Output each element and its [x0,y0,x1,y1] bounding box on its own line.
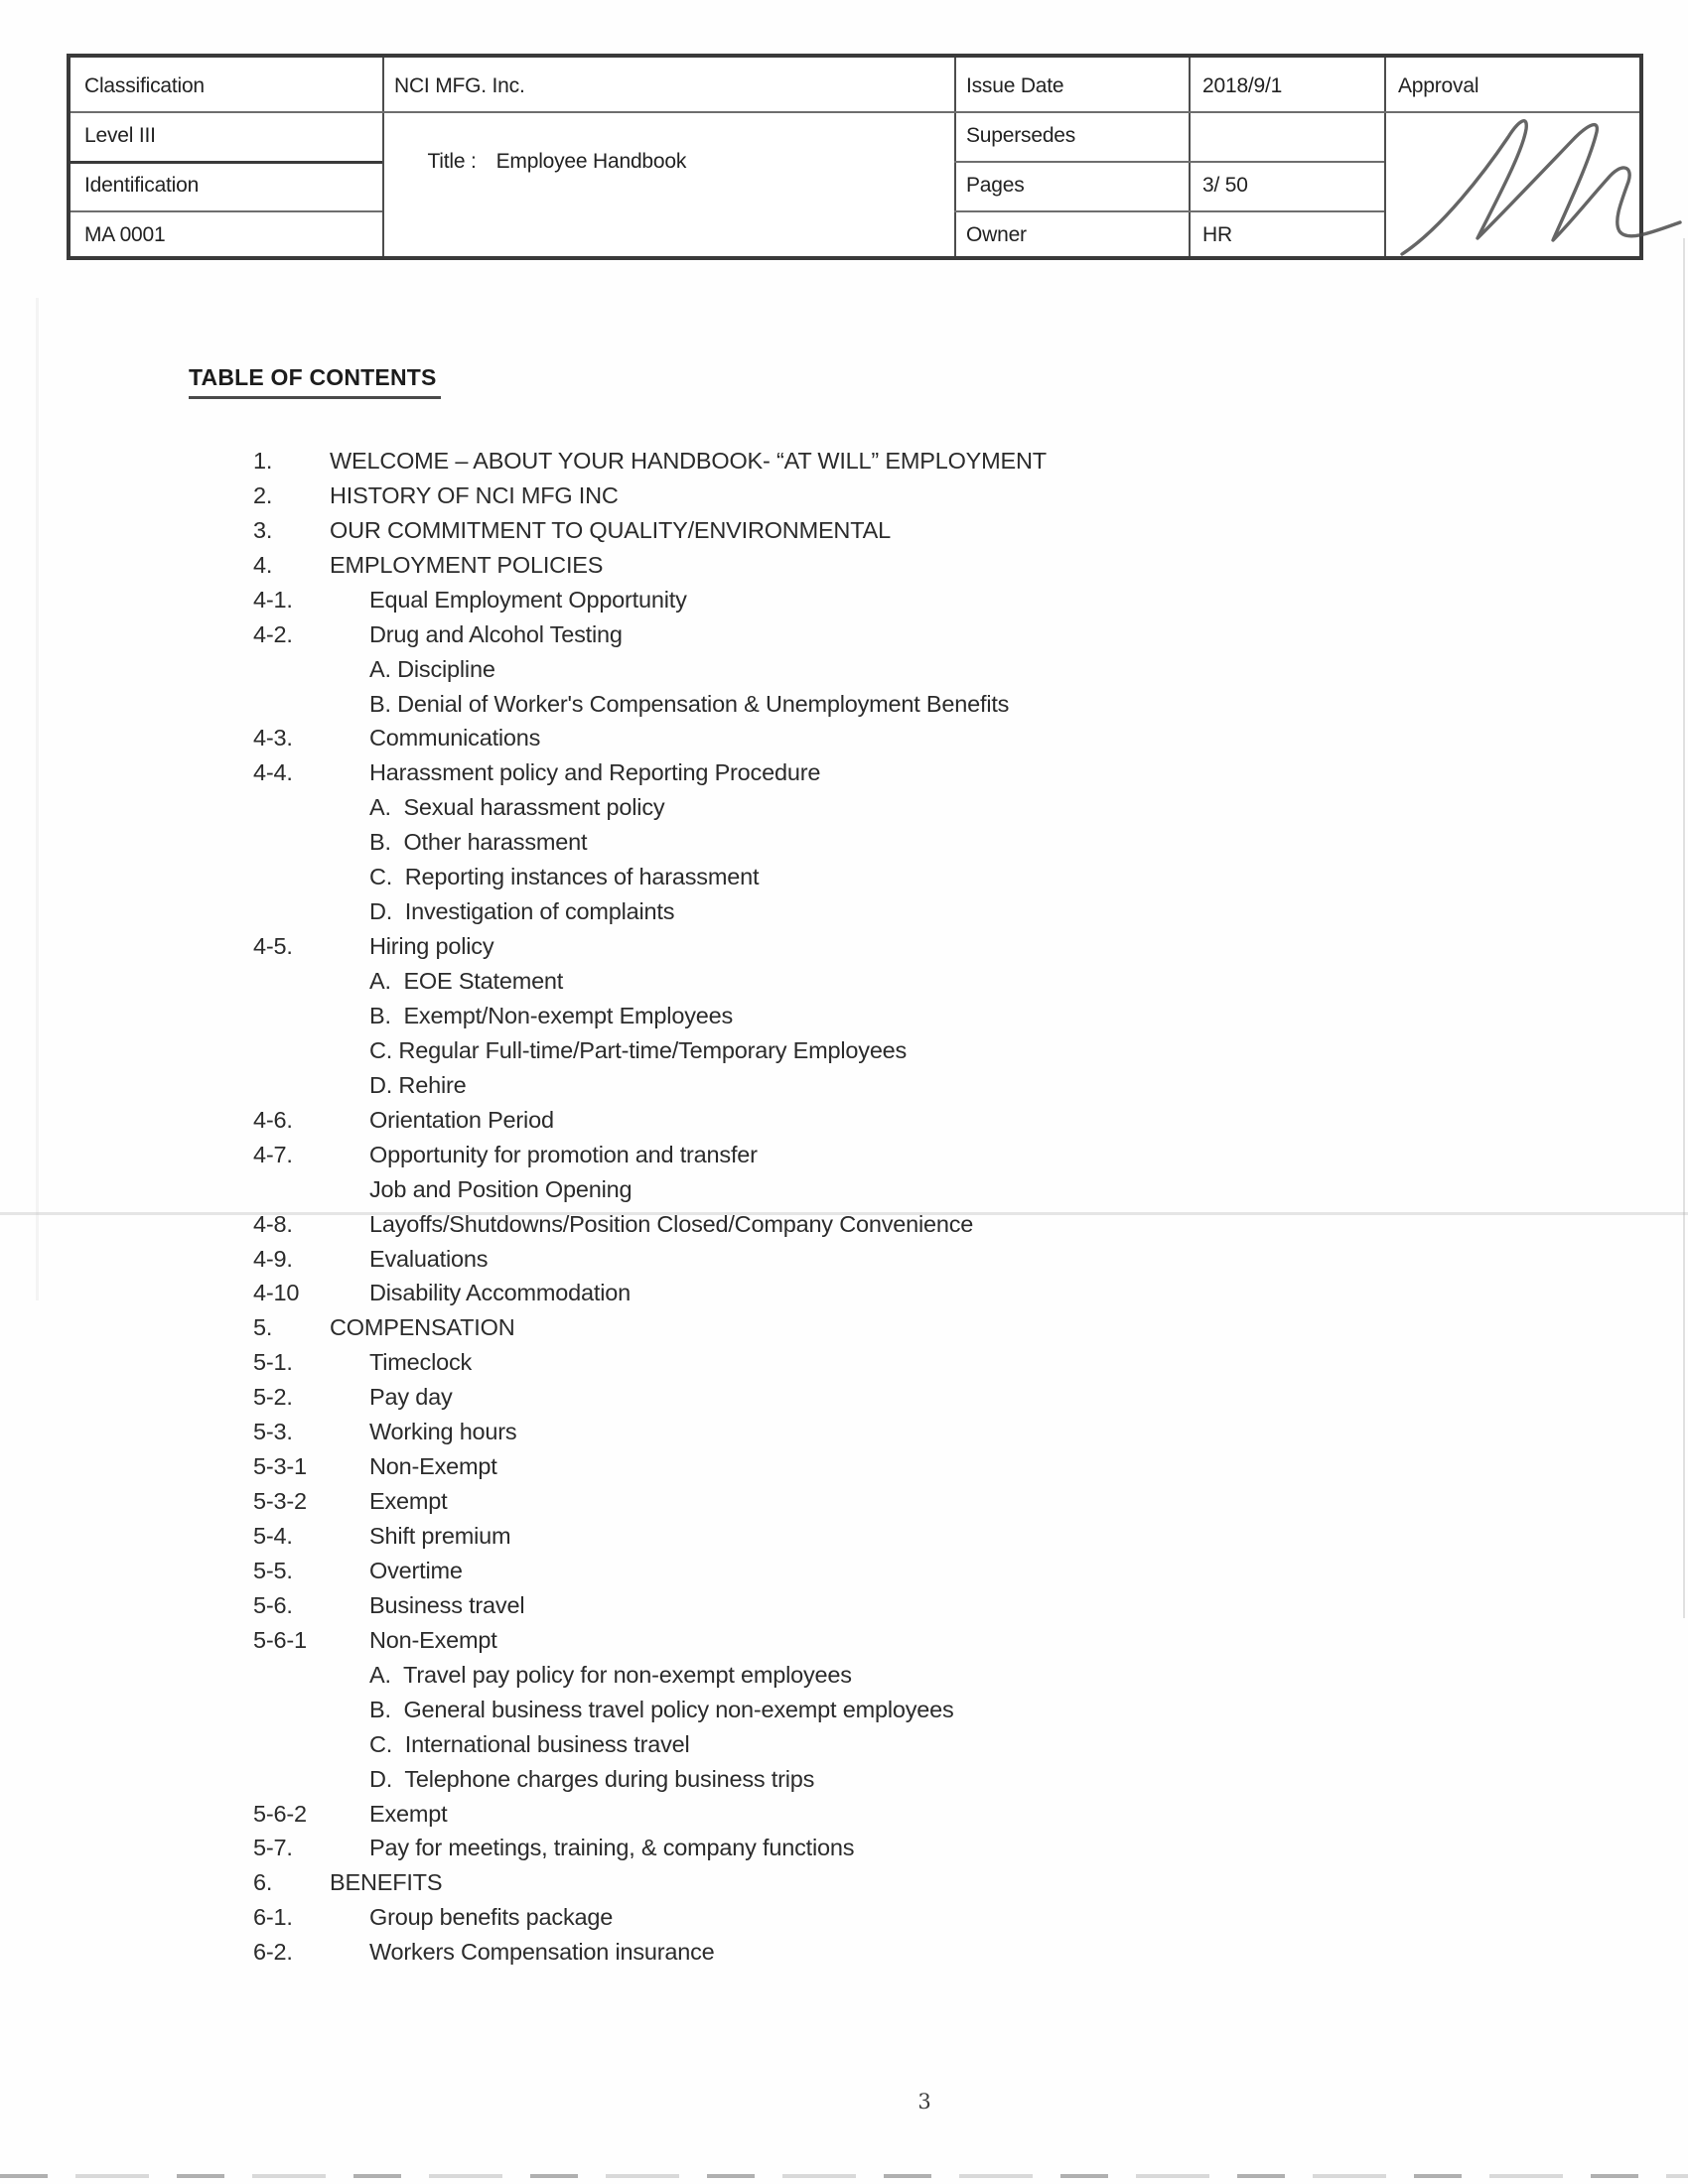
header-row-divider [954,210,1384,212]
scan-artifact-bottom-edge [0,2174,1688,2178]
toc-item-text: Non-Exempt [369,1626,497,1653]
toc-item-number: 5-5. [253,1557,293,1583]
toc-item [253,1658,1504,1693]
toc-item-text: B. Exempt/Non-exempt Employees [369,1002,734,1028]
toc-item-number: 2. [253,481,273,508]
toc-item-number: 4-5. [253,933,293,960]
toc-item-number: 4-3. [253,725,293,751]
toc-item-text: OUR COMMITMENT TO QUALITY/ENVIRONMENTAL [330,516,891,543]
toc-item-text: BENEFITS [330,1869,443,1896]
toc-item-text: Group benefits package [369,1904,614,1931]
toc-item-number: 4-7. [253,1141,293,1167]
toc-item-text: Pay for meetings, training, & company functions [369,1835,855,1861]
toc-item-text: A. Sexual harassment policy [369,794,665,821]
header-row-divider [70,111,382,113]
header-row-divider [70,161,382,164]
toc-item-number: 5-3. [253,1419,293,1445]
toc-item [253,722,1504,756]
toc-item-text: D. Rehire [369,1071,467,1098]
toc-item-text: Hiring policy [369,933,494,960]
toc-item-number: 4-4. [253,759,293,786]
toc-item [253,617,1504,652]
toc-item [253,444,1504,478]
toc-item-number: 4-9. [253,1245,293,1272]
identification-label: Identification [84,174,200,197]
toc-item-text: Disability Accommodation [369,1280,631,1306]
toc-item [253,1138,1504,1172]
toc-item [253,1554,1504,1588]
toc-item-text: C. Reporting instances of harassment [369,864,760,890]
toc-item [253,894,1504,929]
toc-item [253,1207,1504,1242]
toc-item-text: Business travel [369,1591,525,1618]
toc-item [253,1762,1504,1797]
toc-item-text: B. Denial of Worker's Compensation & Unemployment Benefits [369,690,1010,717]
toc-item [253,652,1504,687]
toc-item [253,1242,1504,1277]
toc-item [253,1449,1504,1484]
toc-item [253,687,1504,722]
header-column-divider [1384,58,1386,256]
scan-artifact-right-edge [1683,238,1685,1618]
classification-label: Classification [84,74,205,97]
toc-item-text: A. EOE Statement [369,968,564,995]
toc-item-text: A. Discipline [369,655,495,682]
toc-item-text: Equal Employment Opportunity [369,586,687,613]
toc-item [253,1103,1504,1138]
owner-label: Owner [966,223,1027,246]
toc-item [253,1033,1504,1068]
toc-item [253,583,1504,617]
toc-item-number: 5-6. [253,1591,293,1618]
toc-item-text: Evaluations [369,1245,489,1272]
toc-item [253,1900,1504,1935]
toc-item-number: 6-1. [253,1904,293,1931]
toc-item-number: 4-6. [253,1106,293,1133]
toc-item-number: 5-6-2 [253,1800,307,1827]
toc-list [253,444,1504,1970]
toc-item-number: 4. [253,551,273,578]
header-row-divider [70,210,382,212]
toc-item-text: A. Travel pay policy for non-exempt employees [369,1661,852,1688]
toc-item [253,999,1504,1033]
header-column-divider [1189,58,1191,256]
pages-label: Pages [966,174,1025,197]
toc-item-number: 4-1. [253,586,293,613]
toc-item-number: 5-4. [253,1523,293,1550]
toc-item [253,1588,1504,1623]
classification-value: Level III [84,124,156,147]
toc-item-text: C. International business travel [369,1730,690,1757]
toc-item-text: COMPENSATION [330,1314,515,1341]
toc-item-text: HISTORY OF NCI MFG INC [330,481,619,508]
toc-item [253,513,1504,548]
toc-item-number: 6. [253,1869,273,1896]
header-column-divider [382,58,384,256]
toc-item [253,1310,1504,1345]
toc-item-number: 5-1. [253,1349,293,1376]
toc-item-number: 1. [253,447,273,474]
toc-item [253,1727,1504,1762]
toc-item [253,1935,1504,1970]
toc-item-number: 4-8. [253,1210,293,1237]
toc-item-number: 4-10 [253,1280,300,1306]
identification-value: MA 0001 [84,223,166,246]
toc-item-text: Overtime [369,1557,463,1583]
toc-item-text: D. Investigation of complaints [369,898,675,925]
company-name: NCI MFG. Inc. [394,74,525,97]
issue-date-label: Issue Date [966,74,1064,97]
title-label: Title : [427,150,477,173]
toc-item-text: Harassment policy and Reporting Procedure [369,759,821,786]
toc-item-number: 3. [253,516,273,543]
toc-item [253,1832,1504,1866]
toc-item-text: Drug and Alcohol Testing [369,620,623,647]
toc-item-text: Layoffs/Shutdowns/Position Closed/Company Convenience [369,1210,974,1237]
toc-item-text: Shift premium [369,1523,511,1550]
scan-artifact-left-smudge [36,298,39,1300]
toc-item [253,1865,1504,1900]
issue-date-value: 2018/9/1 [1202,74,1283,97]
approval-signature [1390,109,1688,268]
approval-label: Approval [1398,74,1479,97]
toc-item [253,1519,1504,1554]
header-row-divider [954,111,1384,113]
toc-item-text: C. Regular Full-time/Part-time/Temporary Employees [369,1036,908,1063]
toc-item-text: Working hours [369,1419,517,1445]
toc-item-number: 5-3-1 [253,1453,307,1480]
toc-item-text: Workers Compensation insurance [369,1939,715,1966]
toc-item [253,790,1504,825]
toc-item-number: 5-2. [253,1384,293,1411]
toc-item [253,860,1504,894]
toc-item [253,825,1504,860]
toc-item [253,1484,1504,1519]
toc-item [253,1172,1504,1207]
toc-item-text: Orientation Period [369,1106,554,1133]
toc-item-text: Opportunity for promotion and transfer [369,1141,758,1167]
toc-item [253,1068,1504,1103]
toc-item [253,1797,1504,1832]
toc-item [253,548,1504,583]
toc-item [253,1277,1504,1311]
toc-item-text: EMPLOYMENT POLICIES [330,551,604,578]
page-number: 3 [917,2090,931,2114]
toc-item-number: 5-3-2 [253,1488,307,1515]
toc-item-number: 6-2. [253,1939,293,1966]
toc-item-number: 5-7. [253,1835,293,1861]
toc-item [253,478,1504,513]
toc-item-number: 4-2. [253,620,293,647]
toc-item-text: WELCOME – ABOUT YOUR HANDBOOK- “AT WILL” EMPLOYMENT [330,447,1047,474]
toc-item-number: 5-6-1 [253,1626,307,1653]
header-row-divider [954,161,1384,163]
toc-item-text: B. General business travel policy non-exempt employees [369,1696,954,1722]
toc-item-text: Exempt [369,1800,448,1827]
toc-item-text: Job and Position Opening [369,1175,633,1202]
toc-item [253,1380,1504,1415]
header-row-divider [382,111,954,113]
toc-item-text: B. Other harassment [369,829,588,856]
toc-item-text: Pay day [369,1384,453,1411]
toc-item-number: 5. [253,1314,273,1341]
toc-item-text: Exempt [369,1488,448,1515]
owner-value: HR [1202,223,1232,246]
title-value: Employee Handbook [495,150,687,173]
pages-value: 3/ 50 [1202,174,1248,197]
toc-item [253,964,1504,999]
toc-item [253,755,1504,790]
toc-item-text: D. Telephone charges during business trips [369,1765,815,1792]
toc-item-text: Communications [369,725,541,751]
toc-item-text: Non-Exempt [369,1453,497,1480]
toc-item [253,1693,1504,1727]
toc-item [253,1345,1504,1380]
header-column-divider [954,58,956,256]
supersedes-label: Supersedes [966,124,1076,147]
document-title [394,123,686,201]
toc-item [253,1415,1504,1449]
toc-title: TABLE OF CONTENTS [189,364,441,399]
toc-item [253,1623,1504,1658]
toc-item-text: Timeclock [369,1349,473,1376]
toc-item [253,929,1504,964]
